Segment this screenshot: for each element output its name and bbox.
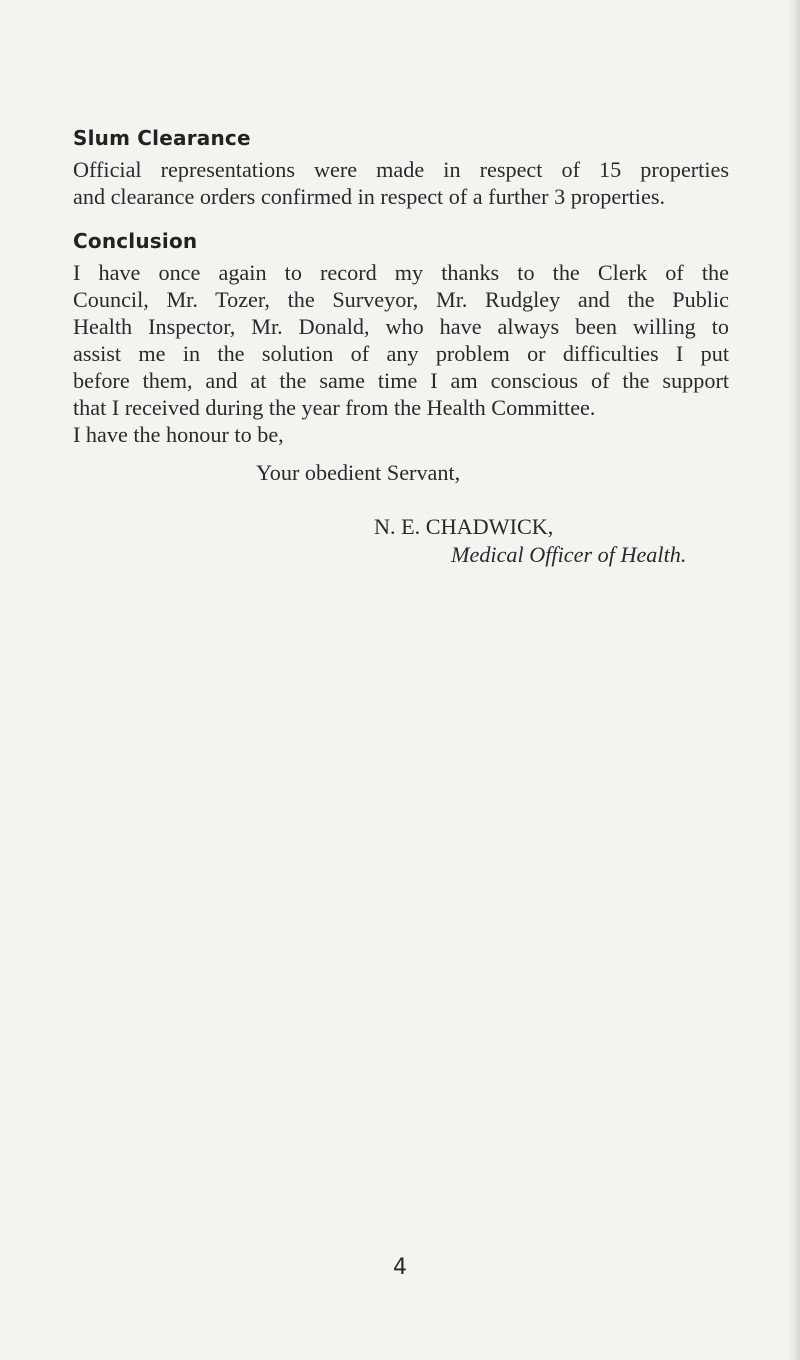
paragraph-line: that I received during the year from the Health Committee. [73, 395, 596, 420]
section-heading-slum-clearance: Slum Clearance [73, 126, 251, 150]
page-number: 4 [393, 1255, 407, 1280]
paragraph-line: Health Inspector, Mr. Donald, who have always been willing to [73, 314, 729, 339]
section-heading-conclusion: Conclusion [73, 229, 198, 253]
conclusion-paragraph [73, 259, 729, 448]
slum-clearance-paragraph [73, 156, 729, 210]
signature-name: N. E. CHADWICK, [374, 514, 554, 539]
paragraph-line: Official representations were made in respect of 15 properties [73, 157, 729, 182]
paragraph-line: I have the honour to be, [73, 422, 284, 447]
paragraph-line: I have once again to record my thanks to the Clerk of the [73, 260, 729, 285]
signature-closing: Your obedient Servant, [256, 460, 461, 485]
paragraph-line: and clearance orders confirmed in respect of a further 3 properties. [73, 184, 665, 209]
page-edge-shadow [786, 0, 800, 1360]
paragraph-line: Council, Mr. Tozer, the Surveyor, Mr. Rudgley and the Public [73, 287, 729, 312]
signature-title: Medical Officer of Health. [451, 542, 687, 567]
paragraph-line: before them, and at the same time I am conscious of the support [73, 368, 729, 393]
paragraph-line: assist me in the solution of any problem or difficulties I put [73, 341, 729, 366]
